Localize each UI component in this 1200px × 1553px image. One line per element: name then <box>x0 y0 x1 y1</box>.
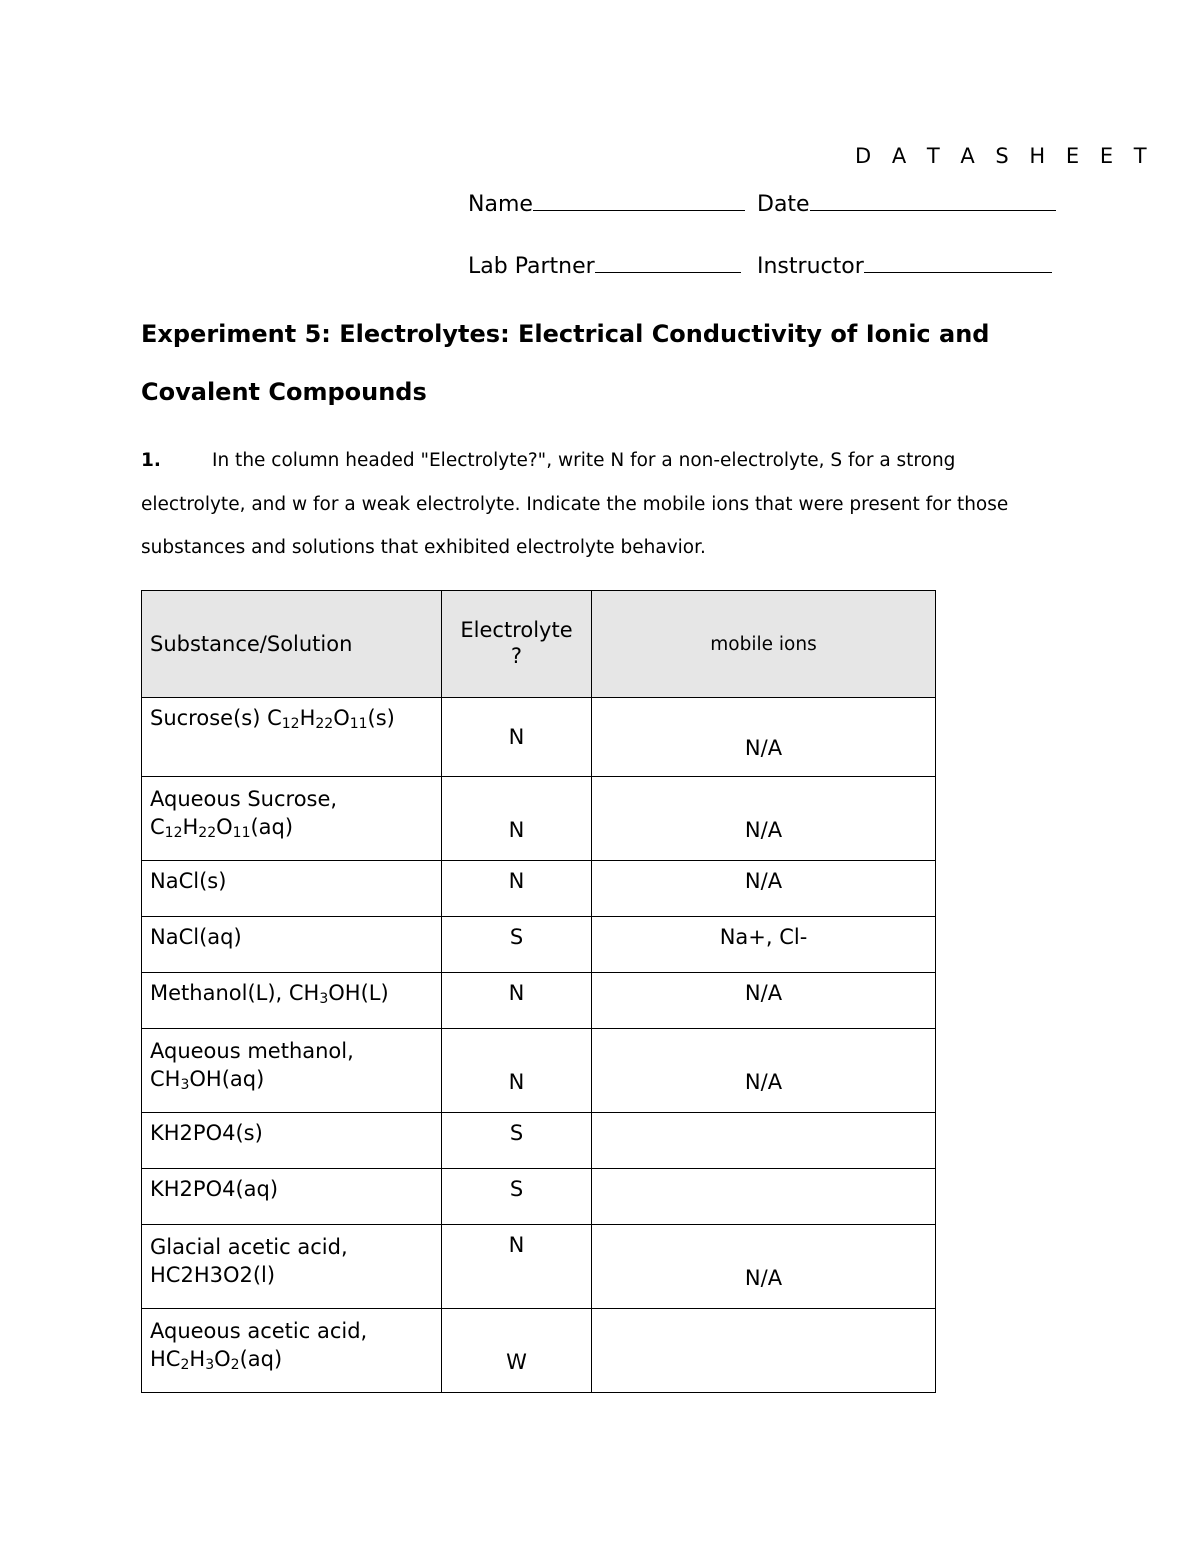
table-row <box>142 973 936 1029</box>
table-row <box>142 917 936 973</box>
ions-cell: N/A <box>592 861 936 917</box>
experiment-title-line2: Covalent Compounds <box>141 378 427 406</box>
table-row <box>142 861 936 917</box>
name-label: Name <box>468 192 533 217</box>
ions-cell: N/A <box>592 777 936 861</box>
table-row <box>142 1169 936 1225</box>
electrolyte-cell: N <box>442 861 592 917</box>
electrolyte-cell: S <box>442 1113 592 1169</box>
instruction-line2: electrolyte, and w for a weak electrolyte. Indicate the mobile ions that were present for those <box>141 494 1009 515</box>
substance-cell: NaCl(s) <box>142 861 442 917</box>
electrolyte-cell: N <box>442 1029 592 1113</box>
table-row <box>142 777 936 861</box>
experiment-title-line1: Experiment 5: Electrolytes: Electrical Conductivity of Ionic and <box>141 320 990 348</box>
header-electrolyte-qmark: ? <box>510 644 523 668</box>
lab-partner-field[interactable] <box>468 252 741 279</box>
instruction-line3: substances and solutions that exhibited electrolyte behavior. <box>141 537 706 558</box>
instruction-text-1: In the column headed "Electrolyte?", write N for a non-electrolyte, S for a strong <box>212 450 956 471</box>
substance-cell: NaCl(aq) <box>142 917 442 973</box>
substance-cell: Aqueous acetic acid, $HC_2H_3O_2(aq)$ <box>142 1309 442 1393</box>
electrolyte-cell: N <box>442 973 592 1029</box>
electrolyte-cell: S <box>442 1169 592 1225</box>
electrolyte-table <box>141 590 936 1393</box>
instructor-blank[interactable] <box>864 252 1052 273</box>
ions-cell: N/A <box>592 698 936 777</box>
instructor-field[interactable] <box>757 252 1052 279</box>
substance-cell: Glacial acetic acid, HC2H3O2(l) <box>142 1225 442 1309</box>
table-row <box>142 1113 936 1169</box>
ions-cell[interactable] <box>592 1309 936 1393</box>
ions-cell: Na+, Cl- <box>592 917 936 973</box>
substance-cell: Aqueous methanol, $CH_3OH(aq)$ <box>142 1029 442 1113</box>
instruction-line1 <box>141 450 955 471</box>
substance-cell: Aqueous Sucrose, $C_{12}H_{22}O_{11}(aq)$ <box>142 777 442 861</box>
lab-partner-label: Lab Partner <box>468 254 595 279</box>
header-electrolyte <box>442 591 592 698</box>
name-field[interactable] <box>468 190 745 217</box>
date-label: Date <box>757 192 810 217</box>
lab-partner-blank[interactable] <box>595 252 741 273</box>
table-row <box>142 698 936 777</box>
header-electrolyte-text: Electrolyte <box>460 618 573 642</box>
substance-cell: KH2PO4(s) <box>142 1113 442 1169</box>
electrolyte-cell: W <box>442 1309 592 1393</box>
table-header-row <box>142 591 936 698</box>
substance-cell: Sucrose(s) $C_{12}H_{22}O_{11}(s)$ <box>142 698 442 777</box>
date-field[interactable] <box>757 190 1056 217</box>
ions-cell: N/A <box>592 973 936 1029</box>
header-substance: Substance/Solution <box>142 591 442 698</box>
header-mobile-ions: mobile ions <box>592 591 936 698</box>
electrolyte-cell: N <box>442 698 592 777</box>
name-blank[interactable] <box>533 190 745 211</box>
substance-cell: KH2PO4(aq) <box>142 1169 442 1225</box>
ions-cell[interactable] <box>592 1113 936 1169</box>
substance-cell: Methanol(L), $CH_3OH(L)$ <box>142 973 442 1029</box>
electrolyte-cell: S <box>442 917 592 973</box>
electrolyte-cell: N <box>442 777 592 861</box>
table-row <box>142 1029 936 1113</box>
ions-cell: N/A <box>592 1225 936 1309</box>
ions-cell: N/A <box>592 1029 936 1113</box>
table-row <box>142 1309 936 1393</box>
instruction-number: 1. <box>141 450 161 471</box>
electrolyte-cell: N <box>442 1225 592 1309</box>
instructor-label: Instructor <box>757 254 864 279</box>
data-sheet-heading: D A T A S H E E T <box>855 144 1154 168</box>
date-blank[interactable] <box>810 190 1056 211</box>
table-row <box>142 1225 936 1309</box>
ions-cell[interactable] <box>592 1169 936 1225</box>
